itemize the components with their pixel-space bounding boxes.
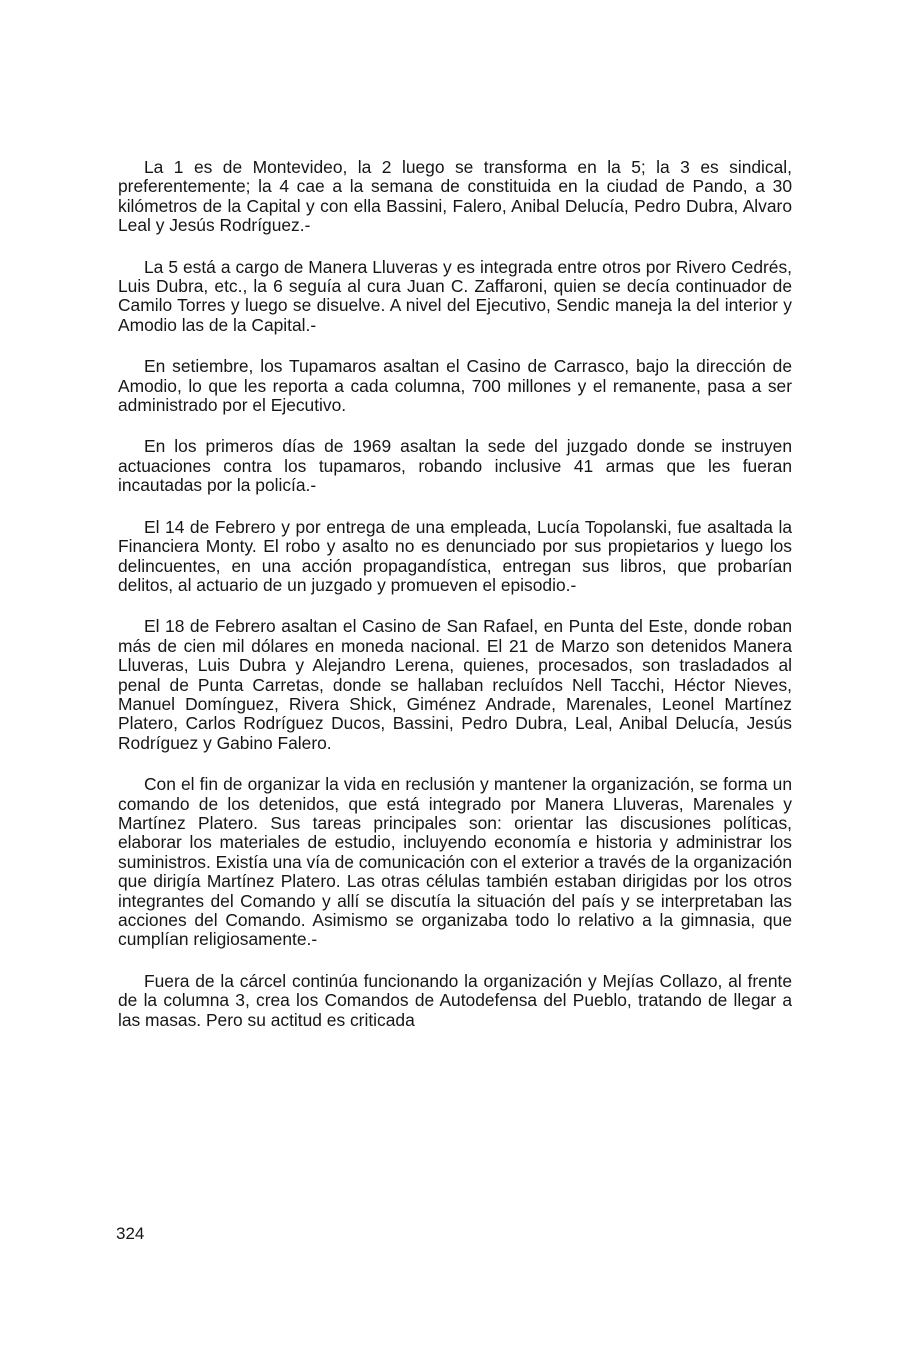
- paragraph-1: La 1 es de Montevideo, la 2 luego se transforma en la 5; la 3 es sindical, preferentemente; la 4 cae a la semana de constituida en la ciudad de Pando, a 30 kilómetros de la Capital y con ella Bassini, Falero, Anibal Delucía, Pedro Dubra, Alvaro Leal y Jesús Rodríguez.-: [118, 157, 792, 236]
- paragraph-2: La 5 está a cargo de Manera Lluveras y es integrada entre otros por Rivero Cedrés, Luis Dubra, etc., la 6 seguía al cura Juan C. Zaffaroni, quien se decía continuador de Camilo Torres y luego se disuelve. A nivel del Ejecutivo, Sendic maneja la del interior y Amodio las de la Capital.-: [118, 256, 792, 335]
- paragraph-4: En los primeros días de 1969 asaltan la sede del juzgado donde se instruyen actuaciones contra los tupamaros, robando inclusive 41 armas que les fueran incautadas por la policía.-: [118, 436, 792, 496]
- paragraph-8: Fuera de la cárcel continúa funcionando la organización y Mejías Collazo, al frente de la columna 3, crea los Comandos de Autodefensa del Pueblo, tratando de llegar a las masas. Pero su actitud es criticada: [118, 970, 792, 1030]
- paragraph-6: El 18 de Febrero asaltan el Casino de San Rafael, en Punta del Este, donde roban más de cien mil dólares en moneda nacional. El 21 de Marzo son detenidos Manera Lluveras, Luis Dubra y Alejandro Lerena, quienes, procesados, son trasladados al penal de Punta Carretas, donde se hallaban recluídos Nell Tacchi, Héctor Nieves, Manuel Domínguez, Rivera Shick, Giménez Andrade, Marenales, Leonel Martínez Platero, Carlos Rodríguez Ducos, Bassini, Pedro Dubra, Leal, Anibal Delucía, Jesús Rodríguez y Gabino Falero.: [118, 616, 792, 753]
- paragraph-7: Con el fin de organizar la vida en reclusión y mantener la organización, se forma un comando de los detenidos, que está integrado por Manera Lluveras, Marenales y Martínez Platero. Sus tareas principales son: orientar las discusiones políticas, elaborar los materiales de estudio, incluyendo economía e historia y administrar los suministros. Existía una vía de comunicación con el exterior a través de la organización que dirigía Martínez Platero. Las otras células también estaban dirigidas por los otros integrantes del Comando y allí se discutía la situación del país y se interpretaban las acciones del Comando. Asimismo se organizaba todo lo relativo a la gimnasia, que cumplían religiosamente.-: [118, 774, 792, 950]
- paragraph-3: En setiembre, los Tupamaros asaltan el Casino de Carrasco, bajo la dirección de Amodio, lo que les reporta a cada columna, 700 millones y el remanente, pasa a ser administrado por el Ejecutivo.: [118, 356, 792, 416]
- body-text: [118, 158, 792, 1052]
- page-number: 324: [116, 1224, 145, 1243]
- paragraph-5: El 14 de Febrero y por entrega de una empleada, Lucía Topolanski, fue asaltada la Financiera Monty. El robo y asalto no es denunciado por sus propietarios y luego los delincuentes, en una acción propagandística, entregan sus libros, que probarían delitos, al actuario de un juzgado y promueven el episodio.-: [118, 516, 792, 595]
